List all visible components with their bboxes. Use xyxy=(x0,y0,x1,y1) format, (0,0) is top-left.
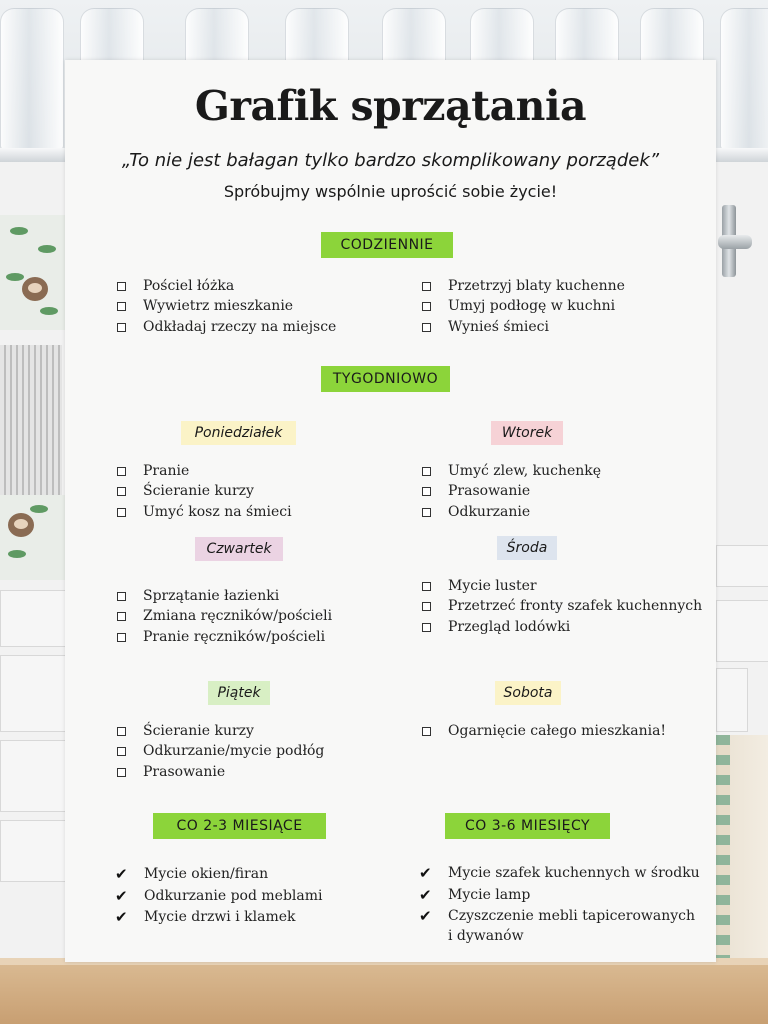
checkmark-icon: ✔ xyxy=(115,886,128,905)
checkbox-icon xyxy=(422,323,431,332)
thursday-list xyxy=(117,586,332,647)
list-item: Pranie ręczników/pościeli xyxy=(117,627,332,647)
list-item: Ścieranie kurzy xyxy=(117,721,324,741)
wall-tile xyxy=(0,590,67,647)
list-item: Odkurzanie xyxy=(422,502,601,522)
checkbox-icon xyxy=(422,282,431,291)
list-item: Odkładaj rzeczy na miejsce xyxy=(117,317,336,337)
list-item: Zmiana ręczników/pościeli xyxy=(117,606,332,626)
daily-list-right xyxy=(422,276,625,337)
list-item: Przetrzyj blaty kuchenne xyxy=(422,276,625,296)
linen-stripe xyxy=(716,735,730,965)
sloth-towel xyxy=(0,215,65,330)
checkmark-icon: ✔ xyxy=(419,907,432,925)
checkbox-icon xyxy=(422,623,431,632)
list-item: Przegląd lodówki xyxy=(422,617,702,637)
list-item-continuation: i dywanów xyxy=(448,928,524,944)
list-item: Pościel łóżka xyxy=(117,276,336,296)
checkbox-icon xyxy=(117,323,126,332)
wall-tile xyxy=(0,740,67,812)
sloth-towel xyxy=(0,495,65,580)
checkbox-icon xyxy=(117,633,126,642)
list-item: ✔ Mycie lamp xyxy=(419,885,700,907)
list-item: Odkurzanie/mycie podłóg xyxy=(117,741,324,761)
checkbox-icon xyxy=(422,467,431,476)
list-item: Umyć kosz na śmieci xyxy=(117,502,292,522)
checkmark-icon: ✔ xyxy=(419,864,432,882)
day-label-saturday: Sobota xyxy=(495,681,561,705)
list-item: ✔ Czyszczenie mebli tapicerowanych xyxy=(419,906,700,928)
section-label-3-6-months: CO 3-6 MIESIĘCY xyxy=(445,813,610,839)
glass xyxy=(0,8,64,150)
checkbox-icon xyxy=(422,582,431,591)
list-item: Prasowanie xyxy=(117,762,324,782)
list-item: Ścieranie kurzy xyxy=(117,481,292,501)
wooden-counter xyxy=(0,965,768,1024)
cabinet-handle xyxy=(718,205,752,277)
checkmark-icon: ✔ xyxy=(115,908,128,926)
day-label-monday: Poniedziałek xyxy=(181,421,296,445)
checkbox-icon xyxy=(422,487,431,496)
checkbox-icon xyxy=(422,302,431,311)
list-item: ✔ Mycie szafek kuchennych w środku xyxy=(419,863,700,885)
list-item: ✔ Mycie drzwi i klamek xyxy=(115,907,323,929)
wall-tile xyxy=(716,668,748,732)
glass xyxy=(720,8,768,150)
list-item: Prasowanie xyxy=(422,481,601,501)
list-item: Sprzątanie łazienki xyxy=(117,586,332,606)
checkbox-icon xyxy=(117,487,126,496)
months36-list xyxy=(419,863,700,928)
list-item: Mycie luster xyxy=(422,576,702,596)
section-label-2-3-months: CO 2-3 MIESIĄCE xyxy=(153,813,326,839)
tuesday-list xyxy=(422,461,601,522)
list-item: Wynieś śmieci xyxy=(422,317,625,337)
checkbox-icon xyxy=(117,592,126,601)
day-label-wednesday: Środa xyxy=(497,536,557,560)
list-item: Umyć zlew, kuchenkę xyxy=(422,461,601,481)
checkbox-icon xyxy=(117,302,126,311)
quote: „To nie jest bałagan tylko bardzo skomplikowany porządek” xyxy=(121,150,660,171)
day-label-friday: Piątek xyxy=(208,681,270,705)
months23-list xyxy=(115,864,323,929)
list-item: Przetrzeć fronty szafek kuchennych xyxy=(422,596,702,616)
dish-rack xyxy=(0,345,62,495)
wall-tile xyxy=(716,600,768,662)
checkbox-icon xyxy=(422,727,431,736)
day-label-thursday: Czwartek xyxy=(195,537,283,561)
section-label-daily: CODZIENNIE xyxy=(321,232,453,258)
day-label-tuesday: Wtorek xyxy=(491,421,563,445)
wall-tile xyxy=(716,545,768,587)
saturday-list xyxy=(422,721,666,741)
list-item: Pranie xyxy=(117,461,292,481)
list-item: ✔ Mycie okien/firan xyxy=(115,864,323,886)
checkbox-icon xyxy=(117,747,126,756)
wall-tile xyxy=(0,655,67,732)
wednesday-list xyxy=(422,576,702,637)
list-item: Ogarnięcie całego mieszkania! xyxy=(422,721,666,741)
checkbox-icon xyxy=(422,508,431,517)
checkbox-icon xyxy=(117,768,126,777)
checkmark-icon: ✔ xyxy=(419,885,432,904)
section-label-weekly: TYGODNIOWO xyxy=(321,366,450,392)
checkmark-icon: ✔ xyxy=(115,865,128,883)
checkbox-icon xyxy=(117,612,126,621)
checkbox-icon xyxy=(117,282,126,291)
monday-list xyxy=(117,461,292,522)
daily-list-left xyxy=(117,276,336,337)
checkbox-icon xyxy=(422,602,431,611)
checkbox-icon xyxy=(117,727,126,736)
subtitle: Spróbujmy wspólnie uprościć sobie życie! xyxy=(223,182,558,201)
list-item: Umyj podłogę w kuchni xyxy=(422,296,625,316)
friday-list xyxy=(117,721,324,782)
page-title: Grafik sprzątania xyxy=(194,82,587,130)
wall-tile xyxy=(0,820,67,882)
checkbox-icon xyxy=(117,508,126,517)
list-item: ✔ Odkurzanie pod meblami xyxy=(115,886,323,908)
list-item: Wywietrz mieszkanie xyxy=(117,296,336,316)
cleaning-schedule-sheet xyxy=(65,60,716,962)
checkbox-icon xyxy=(117,467,126,476)
